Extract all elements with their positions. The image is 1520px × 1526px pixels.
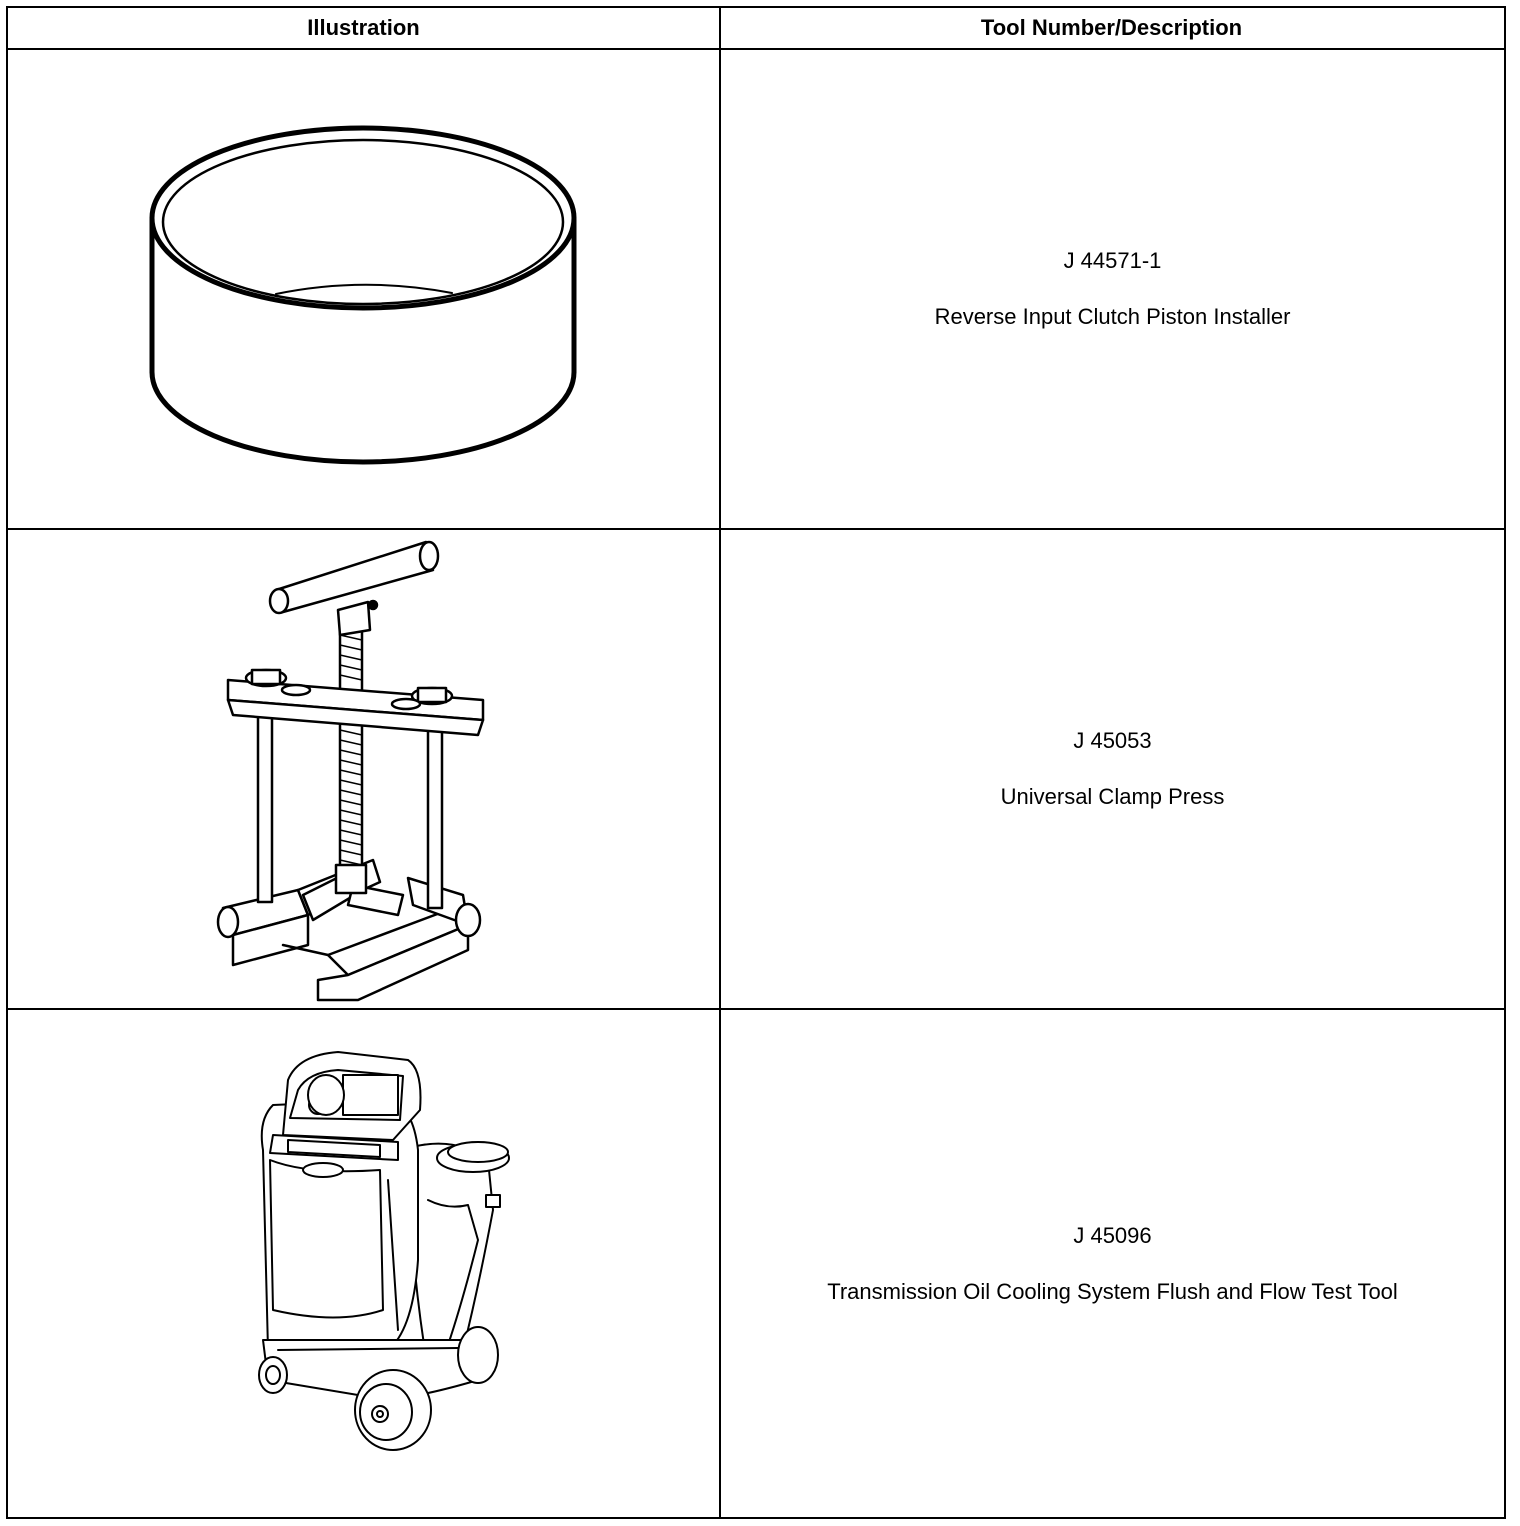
clamp-press-icon xyxy=(8,530,719,1008)
flush-flow-test-machine-icon xyxy=(8,1010,719,1517)
header-tool-description: Tool Number/Description xyxy=(980,15,1243,40)
table-header-row xyxy=(8,8,1504,50)
header-illustration: Illustration xyxy=(307,15,420,40)
description-cell xyxy=(721,1010,1504,1517)
table-row xyxy=(8,1010,1504,1517)
illustration-cell xyxy=(8,1010,719,1517)
tool-number: J 45096 xyxy=(1073,1222,1152,1248)
table-row xyxy=(8,530,1504,1010)
tool-number: J 44571-1 xyxy=(1063,248,1162,273)
tool-table xyxy=(6,6,1506,1519)
tool-description: Transmission Oil Cooling System Flush and Flow Test Tool xyxy=(827,1278,1398,1304)
illustration-cell xyxy=(8,530,719,1008)
clutch-piston-installer-icon xyxy=(8,50,719,528)
tool-description: Universal Clamp Press xyxy=(1000,784,1225,809)
tool-description: Reverse Input Clutch Piston Installer xyxy=(934,304,1291,329)
description-cell xyxy=(721,530,1504,1008)
illustration-cell xyxy=(8,50,719,528)
table-row xyxy=(8,50,1504,530)
tool-number: J 45053 xyxy=(1073,728,1152,753)
description-cell xyxy=(721,50,1504,528)
